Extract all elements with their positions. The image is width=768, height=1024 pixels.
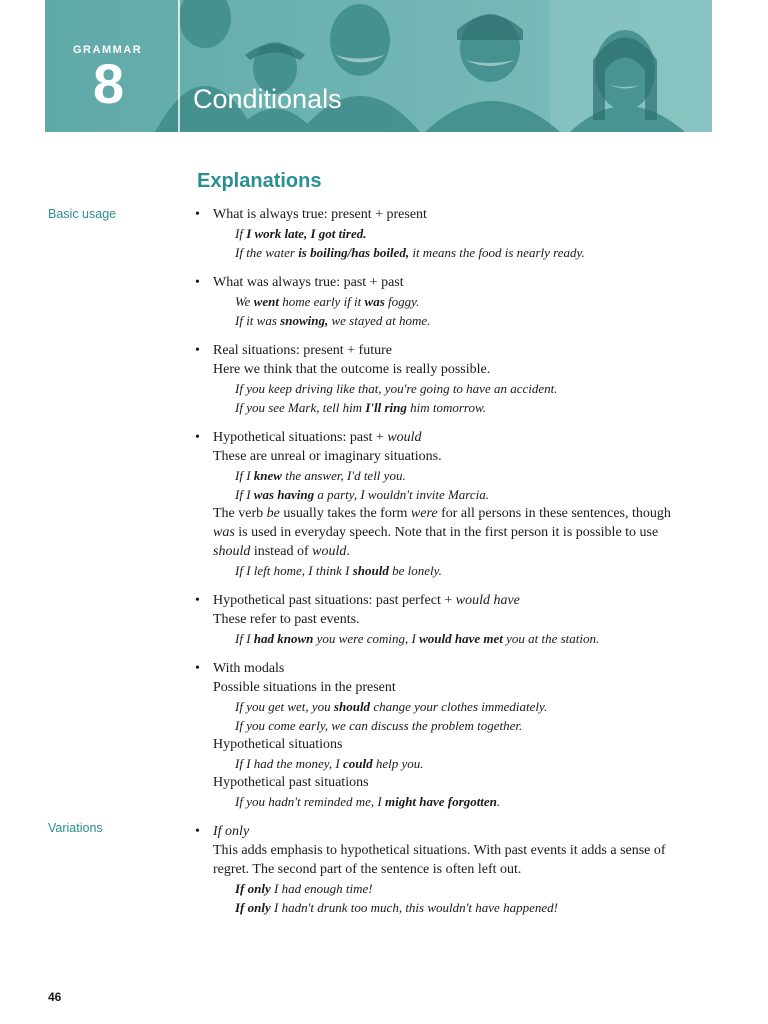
bullet: • <box>195 593 200 608</box>
side-label-basic-usage: Basic usage <box>48 207 117 221</box>
usage-note: These refer to past events. <box>213 612 360 627</box>
group-label: Hypothetical situations <box>213 737 343 752</box>
group-label: Possible situations in the present <box>213 680 396 695</box>
bullet: • <box>195 430 200 445</box>
bullet: • <box>195 275 200 290</box>
usage-block-hypothetical-past <box>195 591 695 648</box>
example-sentence: We went home early if it was foggy. <box>235 294 420 309</box>
variation-paragraph: This adds emphasis to hypothetical situations. With past events it adds a sense of regret. The second part of the sentence is often left out. <box>213 843 666 877</box>
example-sentence: If I knew the answer, I'd tell you. <box>235 468 406 483</box>
example-sentence: If you see Mark, tell him I'll ring him tomorrow. <box>235 400 486 415</box>
example-sentence: If I had the money, I could help you. <box>235 756 424 771</box>
bullet: • <box>195 343 200 358</box>
example-sentence: If only I hadn't drunk too much, this wouldn't have happened! <box>235 900 558 915</box>
unit-title: Conditionals <box>193 84 342 114</box>
example-sentence: If you keep driving like that, you're going to have an accident. <box>235 381 558 396</box>
example-sentence: If you come early, we can discuss the problem together. <box>235 718 523 733</box>
example-sentence: If it was snowing, we stayed at home. <box>235 313 431 328</box>
usage-block-modals <box>195 659 695 811</box>
variations-block <box>195 822 695 917</box>
example-sentence: If I had known you were coming, I would have met you at the station. <box>235 631 600 646</box>
usage-title: Real situations: present + future <box>213 343 392 358</box>
usage-paragraph: The verb be usually takes the form were for all persons in these sentences, though was is used in everyday speech. Note that in the first person it is possible to use should instead of would. <box>213 506 671 559</box>
section-heading: Explanations <box>197 170 322 192</box>
usage-title: What is always true: present + present <box>213 207 427 222</box>
example-sentence: If I work late, I got tired. <box>235 226 367 241</box>
usage-title: Hypothetical situations: past + would <box>213 430 422 445</box>
example-sentence: If I was having a party, I wouldn't invite Marcia. <box>235 487 489 502</box>
unit-number: 8 <box>93 52 125 115</box>
usage-title: Hypothetical past situations: past perfect + would have <box>213 593 520 608</box>
banner-divider <box>178 0 180 132</box>
bullet: • <box>195 661 200 676</box>
usage-note: Here we think that the outcome is really possible. <box>213 362 491 377</box>
usage-title: What was always true: past + past <box>213 275 404 290</box>
bullet: • <box>195 207 200 222</box>
group-label: Hypothetical past situations <box>213 775 369 790</box>
bullet: • <box>195 824 200 839</box>
usage-title: With modals <box>213 661 285 676</box>
usage-block-was-always-true <box>195 273 695 330</box>
students-photo <box>45 0 712 132</box>
side-label-variations: Variations <box>48 821 103 835</box>
grammar-label: GRAMMAR <box>73 44 143 56</box>
usage-block-hypothetical <box>195 428 695 580</box>
example-sentence: If you hadn't reminded me, I might have forgotten. <box>235 794 501 809</box>
example-sentence: If you get wet, you should change your clothes immediately. <box>235 699 548 714</box>
example-sentence: If I left home, I think I should be lonely. <box>235 563 442 578</box>
variation-title: If only <box>213 824 250 839</box>
usage-note: These are unreal or imaginary situations. <box>213 449 442 464</box>
chapter-banner <box>45 0 712 132</box>
example-sentence: If only I had enough time! <box>235 881 373 896</box>
example-sentence: If the water is boiling/has boiled, it means the food is nearly ready. <box>235 245 585 260</box>
usage-block-real-situations <box>195 341 695 417</box>
explanations-content <box>195 205 695 928</box>
page-number: 46 <box>48 990 62 1004</box>
usage-block-always-true <box>195 205 695 262</box>
